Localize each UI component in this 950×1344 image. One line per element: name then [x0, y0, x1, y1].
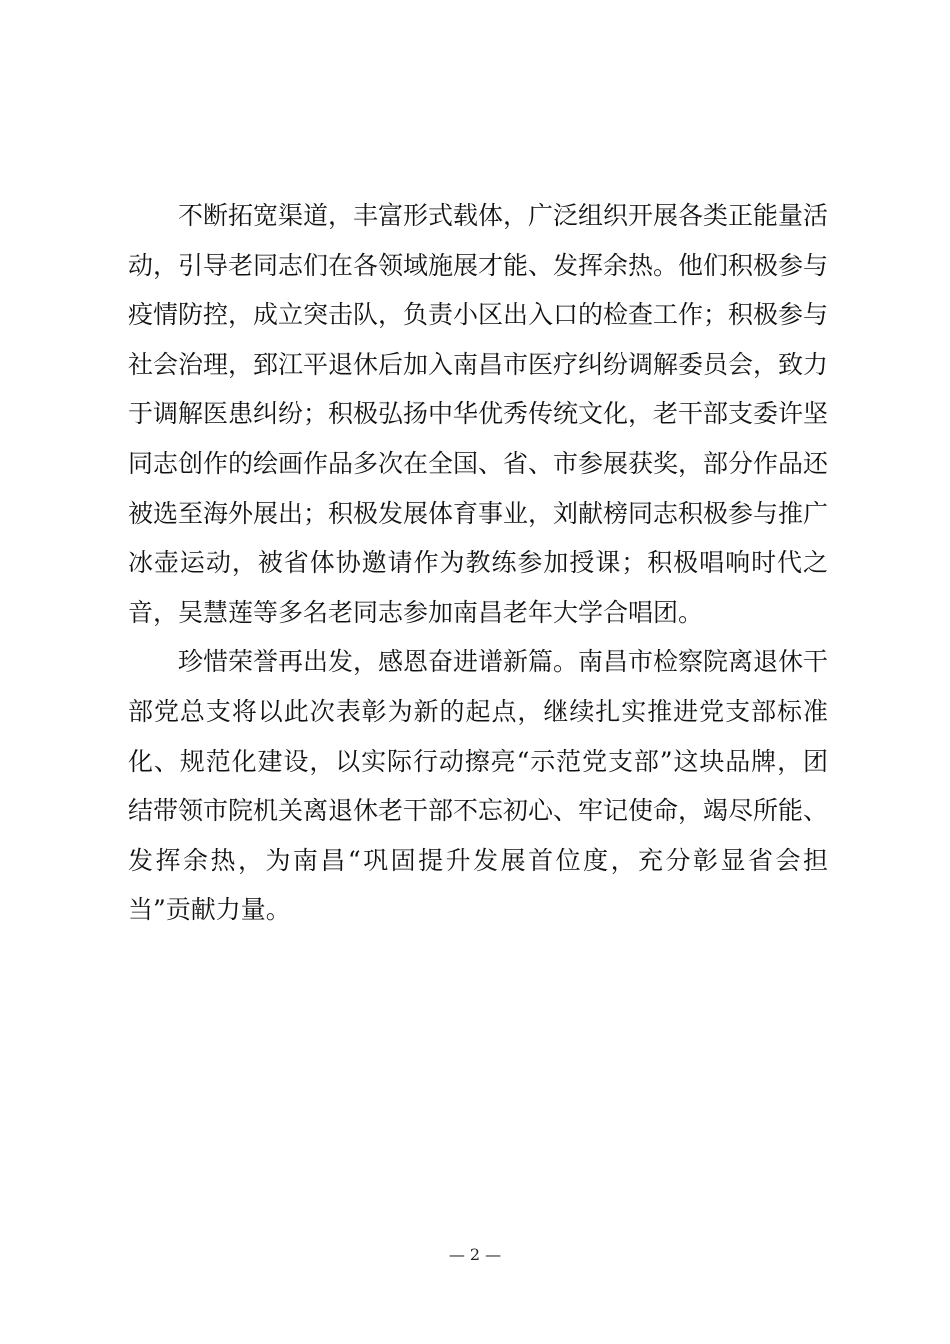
paragraph-1: 不断拓宽渠道，丰富形式载体，广泛组织开展各类正能量活动，引导老同志们在各领域施展才能、发挥余热。他们积极参与疫情防控，成立突击队，负责小区出入口的检查工作；积极参与社会治理，郅江平退休后加入南昌市医疗纠纷调解委员会，致力于调解医患纠纷；积极弘扬中华优秀传统文化，老干部支委许坚同志创作的绘画作品多次在全国、省、市参展获奖，部分作品还被选至海外展出；积极发展体育事业，刘献榜同志积极参与推广冰壶运动，被省体协邀请作为教练参加授课；积极唱响时代之音，吴慧莲等多名老同志参加南昌老年大学合唱团。 — [128, 201, 829, 627]
page-number: — 2 — — [448, 1245, 502, 1264]
body-text — [128, 191, 828, 935]
paragraph-2: 珍惜荣誉再出发，感恩奋进谱新篇。南昌市检察院离退休干部党总支将以此次表彰为新的起点，继续扎实推进党支部标准化、规范化建设，以实际行动擦亮“示范党支部”这块品牌，团结带领市院机关离退休老干部不忘初心、牢记使命，竭尽所能、发挥余热，为南昌“巩固提升发展首位度，充分彰显省会担当”贡献力量。 — [128, 647, 829, 925]
